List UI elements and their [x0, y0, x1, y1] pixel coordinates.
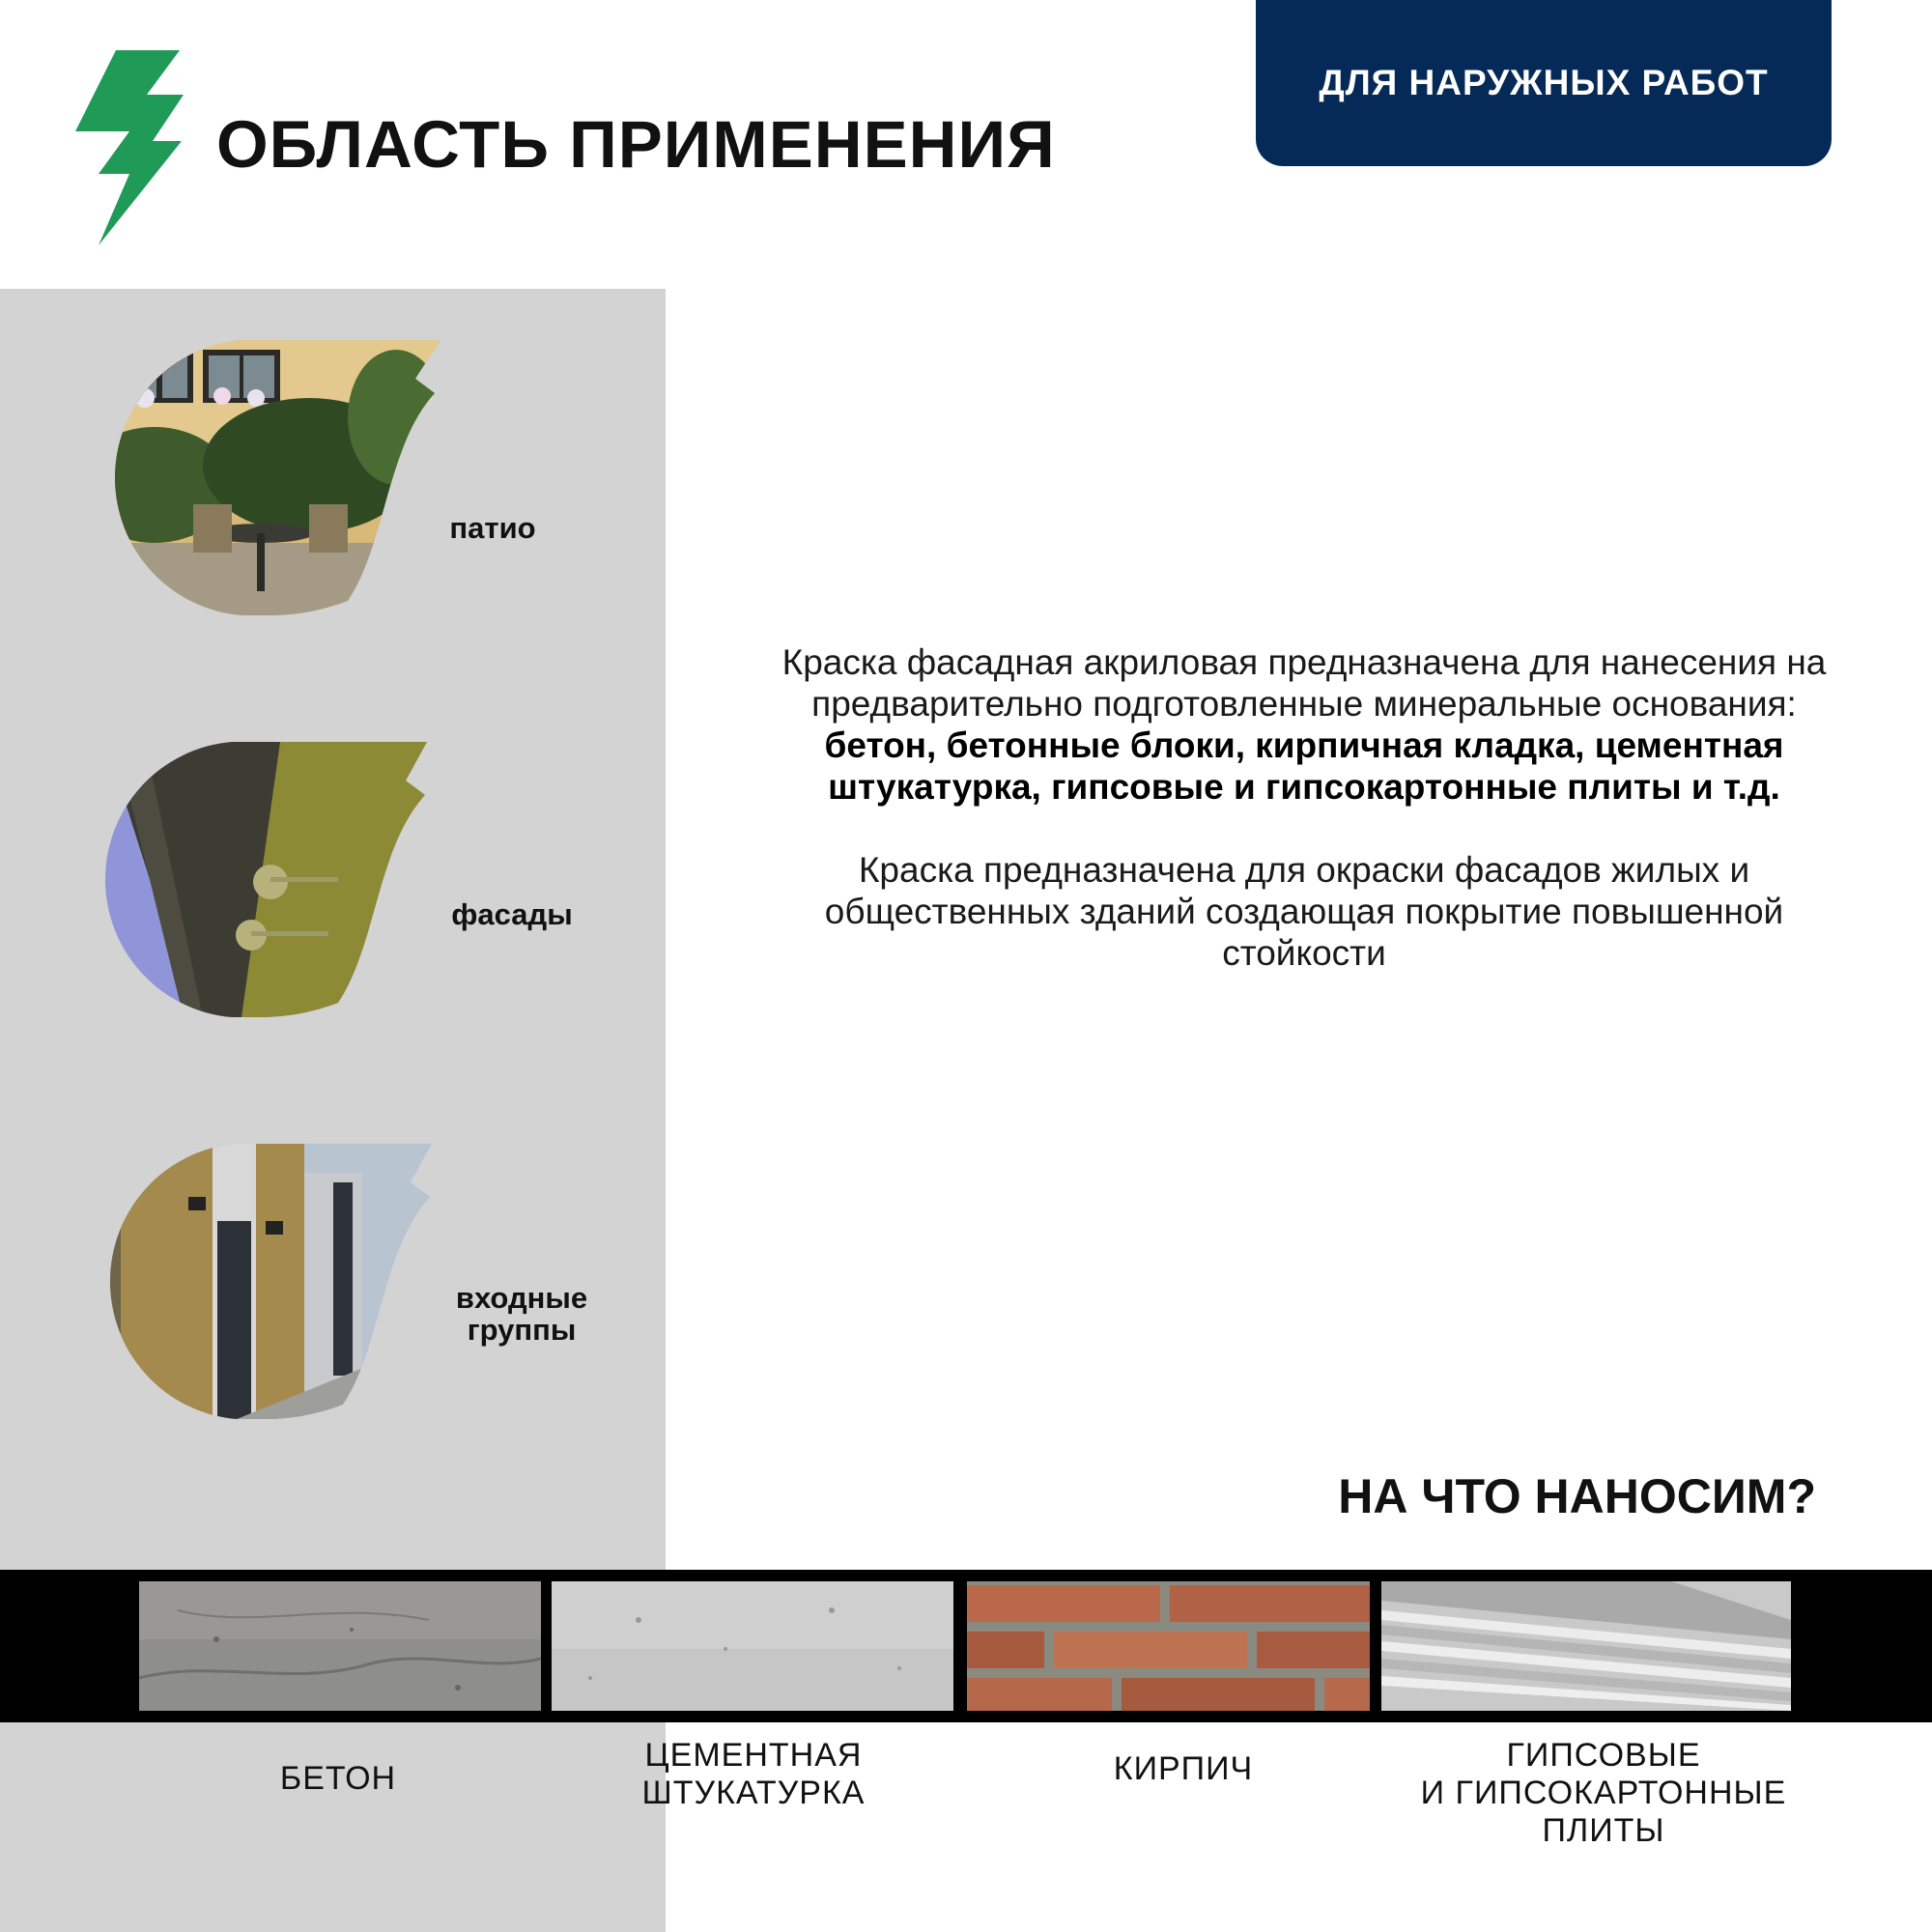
description	[773, 641, 1835, 1015]
patio-photo	[97, 340, 444, 615]
surface-label-brick: КИРПИЧ	[1113, 1750, 1254, 1787]
description-bold: бетон, бетонные блоки, кирпичная кладка, цементная штукатурка, гипсовые и гипсокартонные плиты и т.д.	[824, 725, 1784, 807]
brick-texture	[967, 1581, 1370, 1711]
app-label-entrances: входные группы	[455, 1281, 588, 1347]
usage-tag: ДЛЯ НАРУЖНЫХ РАБОТ	[1256, 0, 1832, 166]
surface-label-plaster: ЦЕМЕНТНАЯ ШТУКАТУРКА	[641, 1737, 866, 1811]
description-second: Краска предназначена для окраски фасадов жилых и общественных зданий создающая покрытие повышенной стойкости	[824, 850, 1784, 973]
surface-label-concrete: БЕТОН	[279, 1760, 397, 1797]
facade-photo	[87, 742, 435, 1017]
app-label-facades: фасады	[451, 897, 573, 931]
plaster-texture	[552, 1581, 953, 1711]
concrete-texture	[139, 1581, 541, 1711]
surface-label-drywall: ГИПСОВЫЕ И ГИПСОКАРТОННЫЕ ПЛИТЫ	[1420, 1737, 1787, 1849]
app-label-patio: патио	[449, 511, 536, 545]
lightning-bolt-icon	[75, 50, 184, 245]
description-regular: Краска фасадная акриловая предназначена для нанесения на предварительно подготовленные минеральные основания:	[781, 642, 1827, 724]
entrance-photo	[92, 1144, 440, 1419]
drywall-texture	[1381, 1581, 1791, 1711]
page-title: ОБЛАСТЬ ПРИМЕНЕНИЯ	[216, 107, 1056, 182]
surfaces-heading: НА ЧТО НАНОСИМ?	[1338, 1469, 1816, 1523]
